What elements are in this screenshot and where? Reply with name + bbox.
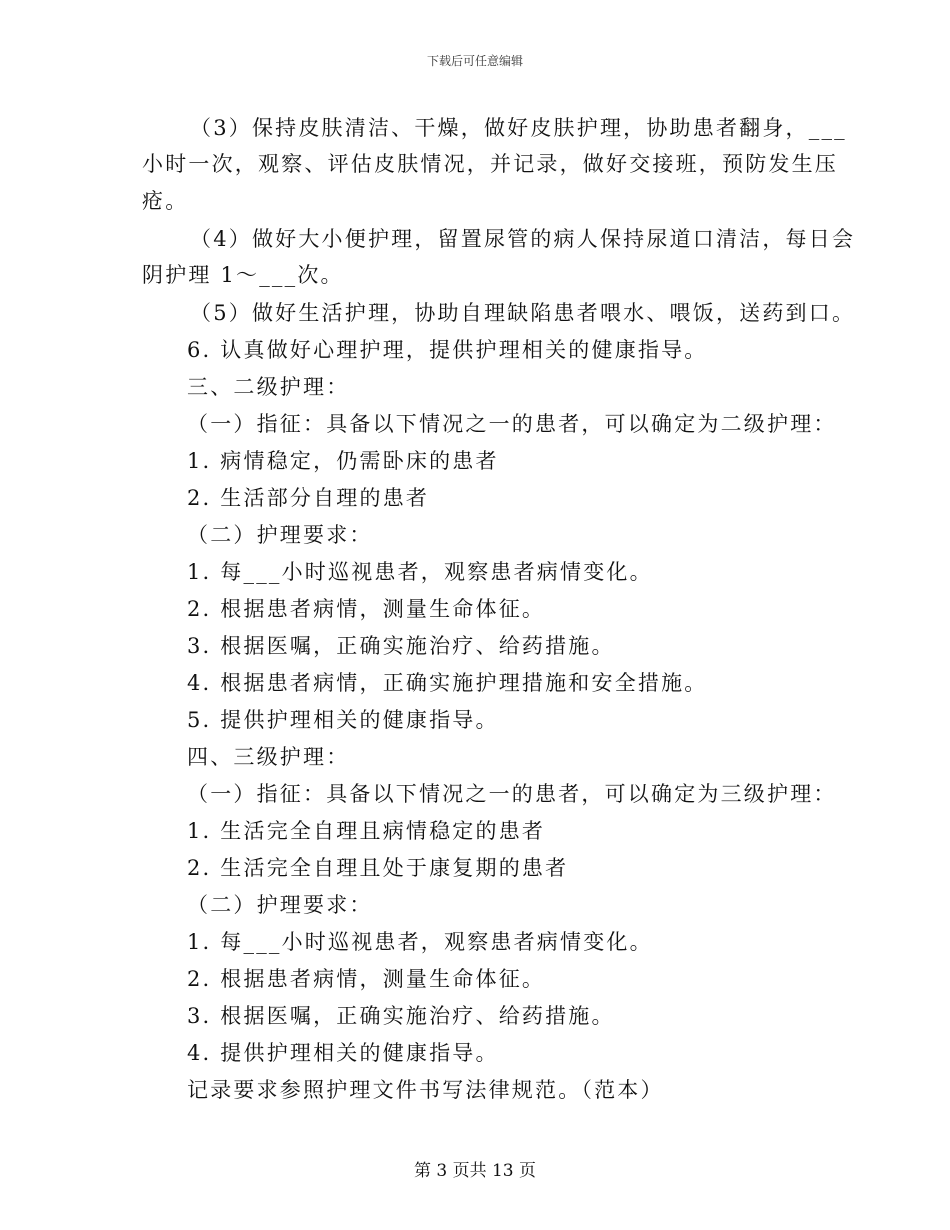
paragraph-line: （5）做好生活护理，协助自理缺陷患者喂水、喂饭，送药到口。 bbox=[190, 301, 856, 325]
page-header-note: 下载后可任意编辑 bbox=[426, 54, 523, 68]
closing-note: 记录要求参照护理文件书写法律规范。（范本） bbox=[187, 1078, 664, 1102]
paragraph-line: （4）做好大小便护理，留置尿管的病人保持尿道口清洁，每日会 bbox=[190, 227, 856, 251]
paragraph-line: （3）保持皮肤清洁、干燥，做好皮肤护理，协助患者翻身，___ bbox=[190, 116, 847, 140]
indication-heading: （一）指征：具备以下情况之一的患者，可以确定为二级护理： bbox=[187, 412, 837, 436]
list-item: 4. 提供护理相关的健康指导。 bbox=[187, 1041, 499, 1065]
requirements-heading: （二）护理要求： bbox=[187, 523, 373, 547]
list-item: 3. 根据医嘱，正确实施治疗、给药措施。 bbox=[187, 1004, 615, 1028]
list-item: 2. 根据患者病情，测量生命体征。 bbox=[187, 597, 546, 621]
indication-heading: （一）指征：具备以下情况之一的患者，可以确定为三级护理： bbox=[187, 782, 837, 806]
list-item: 2. 生活部分自理的患者 bbox=[187, 486, 430, 510]
list-item: 1. 病情稳定，仍需卧床的患者 bbox=[187, 449, 499, 473]
list-item: 5. 提供护理相关的健康指导。 bbox=[187, 708, 499, 732]
list-item: 4. 根据患者病情，正确实施护理措施和安全措施。 bbox=[187, 671, 708, 695]
paragraph-line: 疮。 bbox=[142, 189, 189, 213]
section-heading-level-3: 四、三级护理： bbox=[187, 745, 350, 769]
requirements-heading: （二）护理要求： bbox=[187, 893, 373, 917]
list-item: 2. 生活完全自理且处于康复期的患者 bbox=[187, 856, 569, 880]
list-item: 1. 每___小时巡视患者，观察患者病情变化。 bbox=[187, 930, 653, 954]
list-item: 2. 根据患者病情，测量生命体征。 bbox=[187, 967, 546, 991]
paragraph-line: 6. 认真做好心理护理，提供护理相关的健康指导。 bbox=[187, 338, 708, 362]
list-item: 3. 根据医嘱，正确实施治疗、给药措施。 bbox=[187, 634, 615, 658]
section-heading-level-2: 三、二级护理： bbox=[187, 375, 350, 399]
paragraph-line: 阴护理 1～___次。 bbox=[142, 263, 344, 287]
list-item: 1. 生活完全自理且病情稳定的患者 bbox=[187, 819, 546, 843]
page-number-footer: 第 3 页共 13 页 bbox=[413, 1161, 537, 1181]
list-item: 1. 每___小时巡视患者，观察患者病情变化。 bbox=[187, 560, 653, 584]
paragraph-line: 小时一次，观察、评估皮肤情况，并记录，做好交接班，预防发生压 bbox=[142, 152, 838, 176]
